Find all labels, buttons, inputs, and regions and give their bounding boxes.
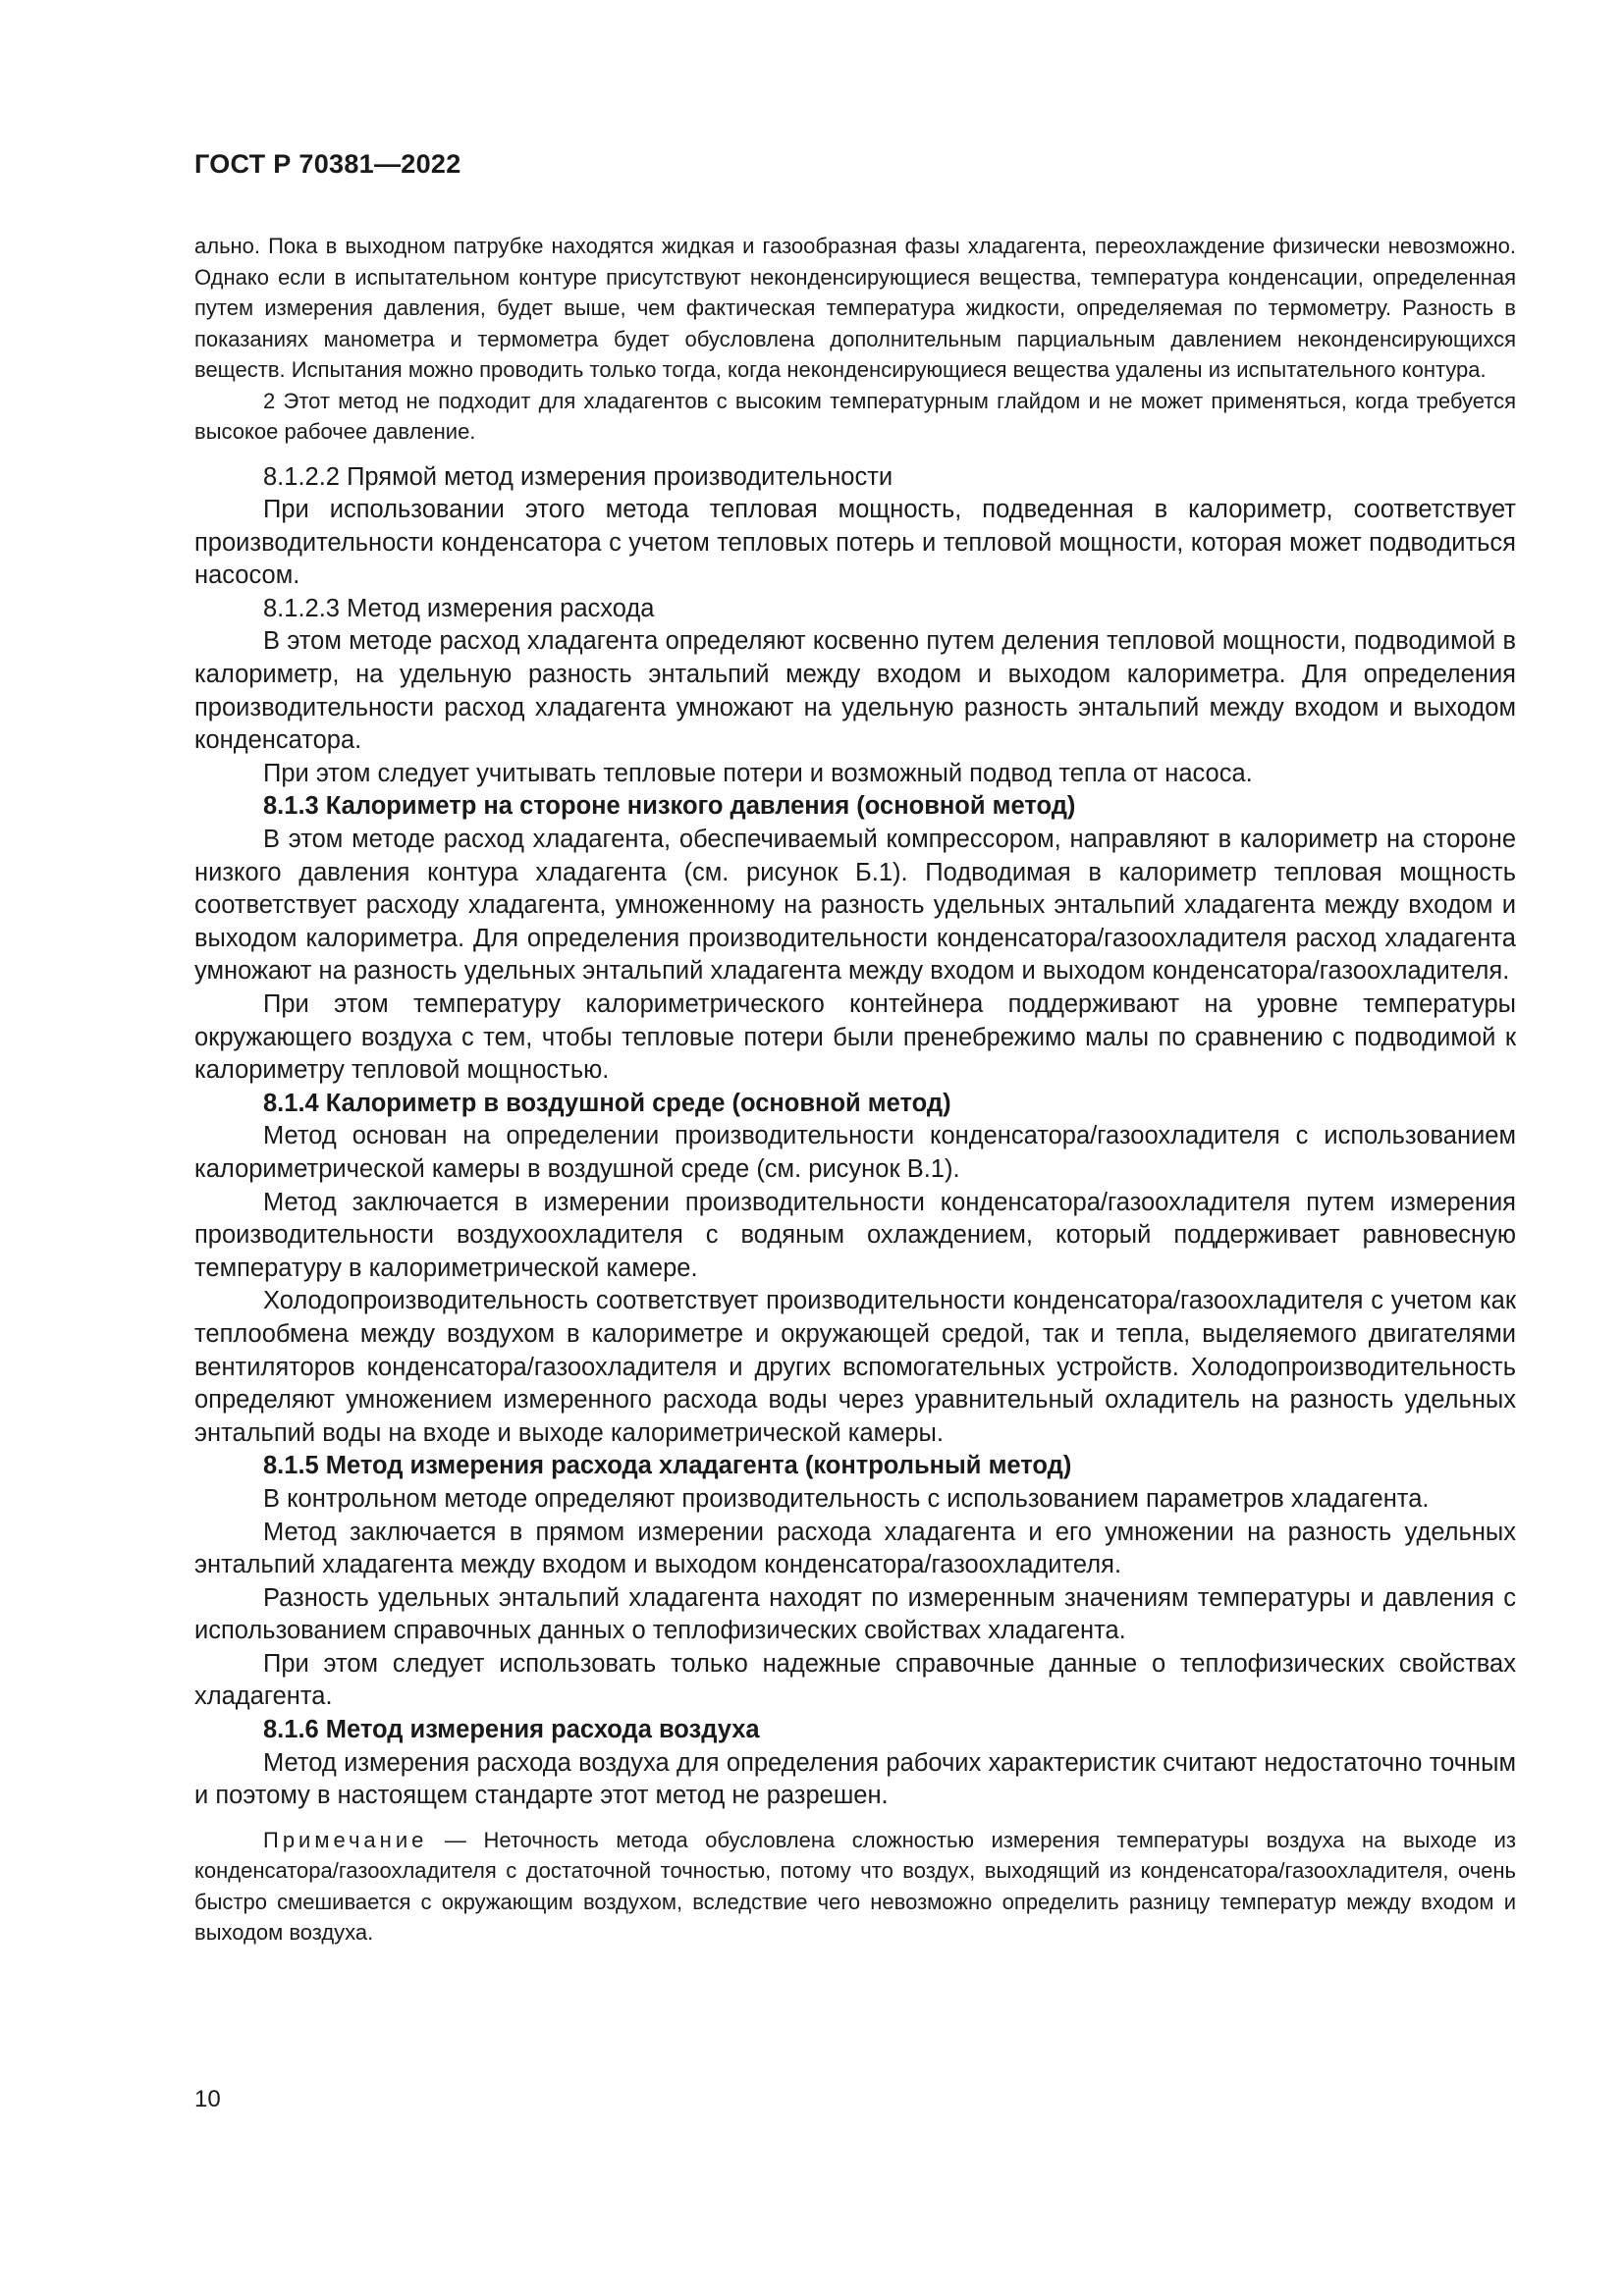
note-text: — Неточность метода обусловлена сложностью измерения температуры воздуха на выходе из конденсатора/газоохладителя с достаточной точностью, потому что воздух, выходящий из конденсатора/газоохладителя, очень быстро смешивается с окружающим воздухом, вследствие чего невозможно определить разницу температур между входом и выходом воздуха. xyxy=(194,1827,1516,1946)
section-8-1-2-2-title: 8.1.2.2 Прямой метод измерения производительности xyxy=(263,462,893,491)
section-8-1-2-3-title: 8.1.2.3 Метод измерения расхода xyxy=(263,594,655,622)
document-page xyxy=(194,149,1516,1949)
footnote xyxy=(194,1825,1516,1949)
section-8-1-2-3-paragraph: При этом следует учитывать тепловые потери и возможный подвод тепла от насоса. xyxy=(263,759,1253,787)
section-8-1-6-title: 8.1.6 Метод измерения расхода воздуха xyxy=(263,1716,760,1744)
section-8-1-4-paragraph: Метод основан на определении производительности конденсатора/газоохладителя с использованием калориметрической камеры в воздушной среде (см. рисунок В.1). xyxy=(194,1122,1516,1183)
section-8-1-6-paragraph: Метод измерения расхода воздуха для определения рабочих характеристик считают недостаточно точным и поэтому в настоящем стандарте этот метод не разрешен. xyxy=(194,1748,1516,1810)
section-8-1-5-title: 8.1.5 Метод измерения расхода хладагента (контрольный метод) xyxy=(263,1452,1072,1480)
section-8-1-3-paragraph: В этом методе расход хладагента, обеспечиваемый компрессором, направляют в калориметр на стороне низкого давления контура хладагента (см. рисунок Б.1). Подводимая в калориметр тепловая мощность соответствует расходу хладагента, умноженному на разность удельных энтальпий хладагента между входом и выходом калориметра. Для определения производительности конденсатора/газоохладителя расход хладагента умножают на разность удельных энтальпий хладагента между входом и выходом конденсатора/газоохладителя. xyxy=(194,826,1516,986)
document-header: ГОСТ Р 70381—2022 xyxy=(194,149,461,179)
section-8-1-3-paragraph: При этом температуру калориметрического контейнера поддерживают на уровне температуры окружающего воздуха с тем, чтобы тепловые потери были пренебрежимо малы по сравнению с подводимой к калориметру тепловой мощностью. xyxy=(194,990,1516,1085)
section-8-1-2-2-paragraph: При использовании этого метода тепловая мощность, подведенная в калориметр, соответствует производительности конденсатора с учетом тепловых потерь и тепловой мощности, которая может подводиться насосом. xyxy=(194,496,1516,590)
note-item-2: 2 Этот метод не подходит для хладагентов с высоким температурным глайдом и не может применяться, когда требуется высокое рабочее давление. xyxy=(194,388,1516,444)
section-8-1-2-3-paragraph: В этом методе расход хладагента определяют косвенно путем деления тепловой мощности, подводимой в калориметр, на удельную разность энтальпий между входом и выходом калориметра. Для определения производительности расход хладагента умножают на удельную разность энтальпий между входом и выходом конденсатора. xyxy=(194,627,1516,755)
section-8-1-3-title: 8.1.3 Калориметр на стороне низкого давления (основной метод) xyxy=(263,792,1076,821)
note-continuation: ально. Пока в выходном патрубке находятся жидкая и газообразная фазы хладагента, переохлаждение физически невозможно. Однако если в испытательном контуре присутствуют неконденсирующиеся вещества, температура конденсации, определенная путем измерения давления, будет выше, чем фактическая температура жидкости, определяемая по термометру. Разность в показаниях манометра и термометра будет обусловлена дополнительным парциальным давлением неконденсирующихся веществ. Испытания можно проводить только тогда, когда неконденсирующиеся вещества удалены из испытательного контура. xyxy=(194,234,1516,382)
section-8-1-5-paragraph: В контрольном методе определяют производительность с использованием параметров хладагента. xyxy=(263,1484,1430,1513)
section-8-1-5-paragraph: Метод заключается в прямом измерении расхода хладагента и его умножении на разность удельных энтальпий хладагента между входом и выходом конденсатора/газоохладителя. xyxy=(194,1518,1516,1579)
note-label: Примечание xyxy=(263,1827,428,1852)
section-8-1-4-paragraph: Холодопроизводительность соответствует производительности конденсатора/газоохладителя с учетом как теплообмена между воздухом в калориметре и окружающей средой, так и тепла, выделяемого двигателями вентиляторов конденсатора/газоохладителя и других вспомогательных устройств. Холодопроизводительность определяют умножением измеренного расхода воды через уравнительный охладитель на разность удельных энтальпий воды на входе и выходе калориметрической камеры. xyxy=(194,1287,1516,1447)
section-8-1-4-title: 8.1.4 Калориметр в воздушной среде (основной метод) xyxy=(263,1089,951,1117)
section-8-1-5-paragraph: При этом следует использовать только надежные справочные данные о теплофизических свойствах хладагента. xyxy=(194,1649,1516,1711)
section-8-1-5-paragraph: Разность удельных энтальпий хладагента находят по измеренным значениям температуры и давления с использованием справочных данных о теплофизических свойствах хладагента. xyxy=(194,1583,1516,1645)
section-8-1-4-paragraph: Метод заключается в измерении производительности конденсатора/газоохладителя путем измерения производительности воздухоохладителя с водяным охлаждением, который поддерживает равновесную температуру в калориметрической камере. xyxy=(194,1188,1516,1282)
page-number: 10 xyxy=(194,2086,221,2112)
